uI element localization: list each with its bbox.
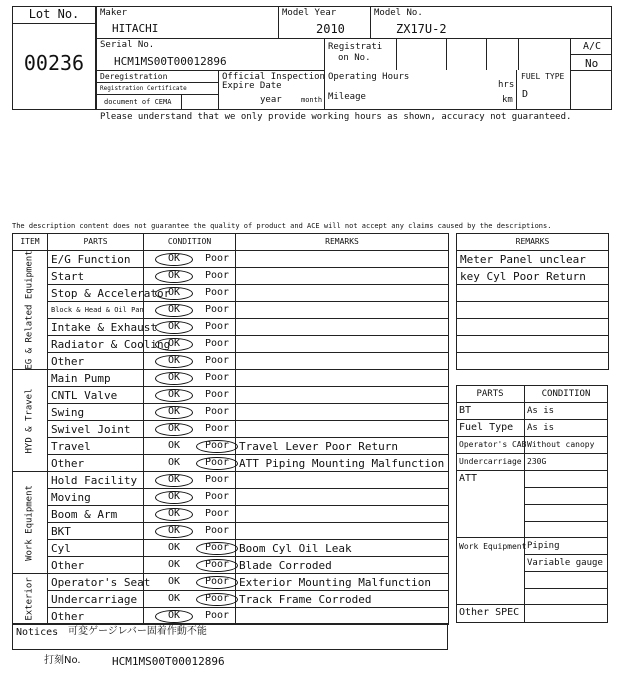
ok-circled-mark bbox=[155, 423, 193, 436]
condition-cell bbox=[144, 370, 236, 387]
remark-cell bbox=[236, 268, 449, 285]
condition-cell bbox=[144, 353, 236, 370]
poor-option: Poor bbox=[204, 610, 230, 621]
ok-circled-mark bbox=[155, 253, 193, 266]
remark-cell: Exterior Mounting Malfunction bbox=[236, 574, 449, 591]
part-name: Other bbox=[48, 557, 144, 574]
table-row bbox=[13, 506, 449, 523]
table-row bbox=[13, 591, 449, 608]
remark-cell bbox=[236, 285, 449, 302]
condition-cell bbox=[144, 540, 236, 557]
ok-option: OK bbox=[167, 610, 181, 621]
ok-circled-mark bbox=[155, 270, 193, 283]
part-name: Radiator & Cooling bbox=[48, 336, 144, 353]
col-item-header: ITEM bbox=[13, 234, 48, 251]
part-name: Undercarriage bbox=[48, 591, 144, 608]
ok-circled-mark bbox=[155, 406, 193, 419]
table-row bbox=[13, 302, 449, 319]
ok-option: OK bbox=[167, 253, 181, 264]
ok-option: OK bbox=[167, 338, 181, 349]
condition-cell bbox=[144, 302, 236, 319]
item-group-cell bbox=[13, 251, 48, 370]
poor-option: Poor bbox=[204, 321, 230, 332]
table-row bbox=[13, 319, 449, 336]
table-row bbox=[13, 387, 449, 404]
table-row bbox=[13, 268, 449, 285]
spec-work-label: Work Equipment bbox=[459, 542, 527, 551]
condition-cell bbox=[144, 608, 236, 625]
ok-circled-mark bbox=[155, 491, 193, 504]
poor-option: Poor bbox=[204, 542, 230, 553]
remark-cell bbox=[236, 251, 449, 268]
ok-option: OK bbox=[167, 423, 181, 434]
poor-option: Poor bbox=[204, 457, 230, 468]
table-row bbox=[13, 557, 449, 574]
part-name: Swing bbox=[48, 404, 144, 421]
poor-option: Poor bbox=[204, 474, 230, 485]
remark-cell bbox=[236, 319, 449, 336]
poor-option: Poor bbox=[204, 491, 230, 502]
condition-cell bbox=[144, 404, 236, 421]
remark-line: key Cyl Poor Return bbox=[457, 268, 609, 285]
col-parts-header: PARTS bbox=[48, 234, 144, 251]
ok-circled-mark bbox=[155, 474, 193, 487]
spec-work-value-1: Piping bbox=[527, 541, 560, 551]
spec-bt-label: BT bbox=[459, 405, 472, 416]
poor-option: Poor bbox=[204, 253, 230, 264]
maker-label: Maker bbox=[100, 8, 128, 18]
poor-option: Poor bbox=[204, 338, 230, 349]
ok-option: OK bbox=[167, 270, 181, 281]
part-name: Moving bbox=[48, 489, 144, 506]
condition-cell bbox=[144, 557, 236, 574]
table-row bbox=[13, 370, 449, 387]
ok-circled-mark bbox=[155, 304, 193, 317]
poor-option: Poor bbox=[204, 372, 230, 383]
poor-option: Poor bbox=[204, 525, 230, 536]
table-row bbox=[13, 353, 449, 370]
part-name: Block & Head & Oil Pan bbox=[48, 302, 144, 319]
remark-line bbox=[457, 319, 609, 336]
part-name: Hold Facility bbox=[48, 472, 144, 489]
poor-circled-mark bbox=[196, 576, 238, 589]
year-label: year bbox=[260, 95, 282, 105]
part-name: Stop & Accelerator bbox=[48, 285, 144, 302]
inspection-label: Official Inspection bbox=[222, 72, 325, 82]
disclaimer: The description content does not guarantee the quality of product and ACE will not accept any claims caused by the descriptions. bbox=[12, 222, 552, 230]
condition-cell bbox=[144, 336, 236, 353]
table-row bbox=[13, 404, 449, 421]
part-name: Other bbox=[48, 353, 144, 370]
model-no-value: ZX17U-2 bbox=[396, 22, 447, 36]
table-row bbox=[13, 438, 449, 455]
ok-circled-mark bbox=[155, 372, 193, 385]
poor-option: Poor bbox=[204, 389, 230, 400]
part-name: Other bbox=[48, 455, 144, 472]
remark-line bbox=[457, 353, 609, 370]
serial-value: HCM1MS00T00012896 bbox=[114, 55, 227, 68]
remark-line bbox=[457, 336, 609, 353]
condition-cell bbox=[144, 455, 236, 472]
ok-option: OK bbox=[167, 474, 181, 485]
table-row bbox=[13, 472, 449, 489]
ok-option: OK bbox=[167, 406, 181, 417]
remark-cell bbox=[236, 353, 449, 370]
spec-undercarriage-value: 230G bbox=[527, 457, 547, 466]
ok-option: OK bbox=[167, 576, 181, 587]
hours-note: Please understand that we only provide working hours as shown, accuracy not guaranteed. bbox=[100, 112, 572, 122]
ok-option: OK bbox=[167, 542, 181, 553]
condition-cell bbox=[144, 251, 236, 268]
km-label: km bbox=[502, 95, 513, 105]
spec-fuel-label: Fuel Type bbox=[459, 422, 514, 433]
ok-option: OK bbox=[167, 508, 181, 519]
poor-circled-mark bbox=[196, 457, 238, 470]
remark-cell: ATT Piping Mounting Malfunction bbox=[236, 455, 449, 472]
col-remarks-header: REMARKS bbox=[236, 234, 449, 251]
table-row bbox=[13, 421, 449, 438]
ac-label: A/C bbox=[583, 41, 602, 52]
hrs-label: hrs bbox=[498, 80, 515, 90]
table-row bbox=[13, 574, 449, 591]
remark-cell: Track Frame Corroded bbox=[236, 591, 449, 608]
ok-option: OK bbox=[167, 457, 181, 468]
ok-option: OK bbox=[167, 321, 181, 332]
remark-cell: Blade Corroded bbox=[236, 557, 449, 574]
stamp-value: HCM1MS00T00012896 bbox=[112, 655, 225, 668]
remark-line bbox=[457, 302, 609, 319]
remark-cell bbox=[236, 608, 449, 625]
condition-cell bbox=[144, 591, 236, 608]
part-name: E/G Function bbox=[48, 251, 144, 268]
spec-bt-value: As is bbox=[527, 406, 555, 416]
spec-fuel-value: As is bbox=[527, 423, 555, 433]
registration-label: Registrati bbox=[328, 42, 383, 52]
ok-circled-mark bbox=[155, 610, 193, 623]
table-row bbox=[13, 608, 449, 625]
item-group-cell bbox=[13, 370, 48, 472]
part-name: CNTL Valve bbox=[48, 387, 144, 404]
spec-other-label: Other SPEC bbox=[459, 607, 520, 618]
poor-option: Poor bbox=[204, 423, 230, 434]
condition-cell bbox=[144, 489, 236, 506]
ok-option: OK bbox=[167, 372, 181, 383]
poor-option: Poor bbox=[204, 576, 230, 587]
part-name: Boom & Arm bbox=[48, 506, 144, 523]
remark-cell bbox=[236, 387, 449, 404]
spec-work-value-2: Variable gauge bbox=[527, 558, 603, 568]
poor-option: Poor bbox=[204, 355, 230, 366]
remark-line-row bbox=[457, 302, 609, 319]
ok-option: OK bbox=[167, 304, 181, 315]
poor-option: Poor bbox=[204, 508, 230, 519]
remark-cell bbox=[236, 404, 449, 421]
poor-circled-mark bbox=[196, 593, 238, 606]
condition-cell bbox=[144, 438, 236, 455]
ok-option: OK bbox=[167, 593, 181, 604]
part-name: Cyl bbox=[48, 540, 144, 557]
remark-cell bbox=[236, 489, 449, 506]
ok-option: OK bbox=[167, 355, 181, 366]
ac-value: No bbox=[585, 57, 599, 70]
notices-label: Notices bbox=[16, 627, 59, 638]
ok-option: OK bbox=[167, 389, 181, 400]
poor-circled-mark bbox=[196, 542, 238, 555]
part-name: Operator's Seat bbox=[48, 574, 144, 591]
part-name: Start bbox=[48, 268, 144, 285]
table-row bbox=[13, 523, 449, 540]
mileage-label: Mileage bbox=[328, 92, 366, 102]
remark-line bbox=[457, 285, 609, 302]
condition-cell bbox=[144, 319, 236, 336]
month-label: month bbox=[301, 96, 323, 104]
remark-cell: Boom Cyl Oil Leak bbox=[236, 540, 449, 557]
remark-line-row bbox=[457, 268, 609, 285]
fuel-type-label: FUEL TYPE bbox=[521, 72, 565, 81]
stamp-label: 打刻No. bbox=[44, 655, 81, 666]
table-row bbox=[13, 540, 449, 557]
remark-cell bbox=[236, 523, 449, 540]
item-group-label: EG & Related Equipment bbox=[24, 250, 35, 370]
poor-circled-mark bbox=[196, 559, 238, 572]
table-row bbox=[13, 336, 449, 353]
ok-option: OK bbox=[167, 525, 181, 536]
remark-cell bbox=[236, 506, 449, 523]
part-name: BKT bbox=[48, 523, 144, 540]
ok-circled-mark bbox=[155, 508, 193, 521]
item-group-label: HYD & Travel bbox=[24, 387, 35, 454]
part-name: Other bbox=[48, 608, 144, 625]
ok-option: OK bbox=[167, 287, 181, 298]
condition-cell bbox=[144, 506, 236, 523]
part-name: Travel bbox=[48, 438, 144, 455]
item-group-label: Work Equipment bbox=[24, 484, 35, 561]
spec-cab-value: Without canopy bbox=[527, 440, 595, 449]
poor-option: Poor bbox=[204, 559, 230, 570]
ok-circled-mark bbox=[155, 525, 193, 538]
ok-circled-mark bbox=[155, 321, 193, 334]
part-name: Intake & Exhaust bbox=[48, 319, 144, 336]
right-remarks-header: REMARKS bbox=[457, 234, 609, 251]
ok-circled-mark bbox=[155, 287, 193, 300]
remark-line-row bbox=[457, 285, 609, 302]
poor-option: Poor bbox=[204, 287, 230, 298]
spec-condition-header: CONDITION bbox=[541, 389, 591, 399]
registration-label-2: on No. bbox=[338, 53, 371, 63]
part-name: Swivel Joint bbox=[48, 421, 144, 438]
poor-option: Poor bbox=[204, 304, 230, 315]
remark-cell bbox=[236, 472, 449, 489]
ok-circled-mark bbox=[155, 389, 193, 402]
ok-option: OK bbox=[167, 491, 181, 502]
model-year-label: Model Year bbox=[282, 8, 337, 18]
condition-cell bbox=[144, 387, 236, 404]
lot-number: 00236 bbox=[23, 51, 85, 75]
remark-cell bbox=[236, 370, 449, 387]
ok-circled-mark bbox=[155, 338, 193, 351]
remark-cell bbox=[236, 336, 449, 353]
deregistration-label: Deregistration bbox=[100, 72, 168, 81]
table-row bbox=[13, 285, 449, 302]
item-group-label: Exterior bbox=[24, 577, 35, 621]
condition-cell bbox=[144, 523, 236, 540]
condition-cell bbox=[144, 574, 236, 591]
model-no-label: Model No. bbox=[374, 8, 423, 18]
lot-label: Lot No. bbox=[28, 7, 80, 21]
poor-circled-mark bbox=[196, 440, 238, 453]
serial-label: Serial No. bbox=[100, 40, 155, 50]
maker-value: HITACHI bbox=[112, 22, 159, 35]
remark-line-row bbox=[457, 353, 609, 370]
poor-option: Poor bbox=[204, 593, 230, 604]
condition-cell bbox=[144, 268, 236, 285]
ok-option: OK bbox=[167, 559, 181, 570]
cema-doc-label: document of CEMA bbox=[104, 98, 172, 106]
ok-option: OK bbox=[167, 440, 181, 451]
spec-att-label: ATT bbox=[459, 473, 478, 484]
remark-line-row bbox=[457, 319, 609, 336]
spec-undercarriage-label: Undercarriage bbox=[459, 457, 522, 466]
poor-option: Poor bbox=[204, 270, 230, 281]
spec-parts-header: PARTS bbox=[476, 389, 504, 399]
fuel-type-value: D bbox=[522, 89, 529, 100]
poor-option: Poor bbox=[204, 440, 230, 451]
remark-line: Meter Panel unclear bbox=[457, 251, 609, 268]
condition-cell bbox=[144, 421, 236, 438]
reg-certificate-label: Registration Certificate bbox=[100, 85, 187, 92]
table-row bbox=[13, 251, 449, 268]
remark-line-row bbox=[457, 251, 609, 268]
poor-option: Poor bbox=[204, 406, 230, 417]
condition-table-header bbox=[13, 234, 449, 251]
spec-cab-label: Operator's CAB bbox=[459, 440, 527, 449]
remark-cell: Travel Lever Poor Return bbox=[236, 438, 449, 455]
notices-text: 可変ゲージレバー固着作動不能 bbox=[68, 626, 207, 637]
table-row bbox=[13, 455, 449, 472]
condition-cell bbox=[144, 472, 236, 489]
item-group-cell bbox=[13, 574, 48, 625]
table-row bbox=[13, 489, 449, 506]
col-condition-header: CONDITION bbox=[144, 234, 236, 251]
right-remarks-table bbox=[456, 233, 609, 370]
inspection-label-2: Expire Date bbox=[222, 81, 282, 91]
item-group-cell bbox=[13, 472, 48, 574]
remark-line-row bbox=[457, 336, 609, 353]
remark-cell bbox=[236, 302, 449, 319]
condition-cell bbox=[144, 285, 236, 302]
part-name: Main Pump bbox=[48, 370, 144, 387]
model-year-value: 2010 bbox=[316, 22, 345, 36]
operating-hours-label: Operating Hours bbox=[328, 72, 410, 82]
remark-cell bbox=[236, 421, 449, 438]
ok-circled-mark bbox=[155, 355, 193, 368]
condition-table bbox=[12, 233, 449, 625]
